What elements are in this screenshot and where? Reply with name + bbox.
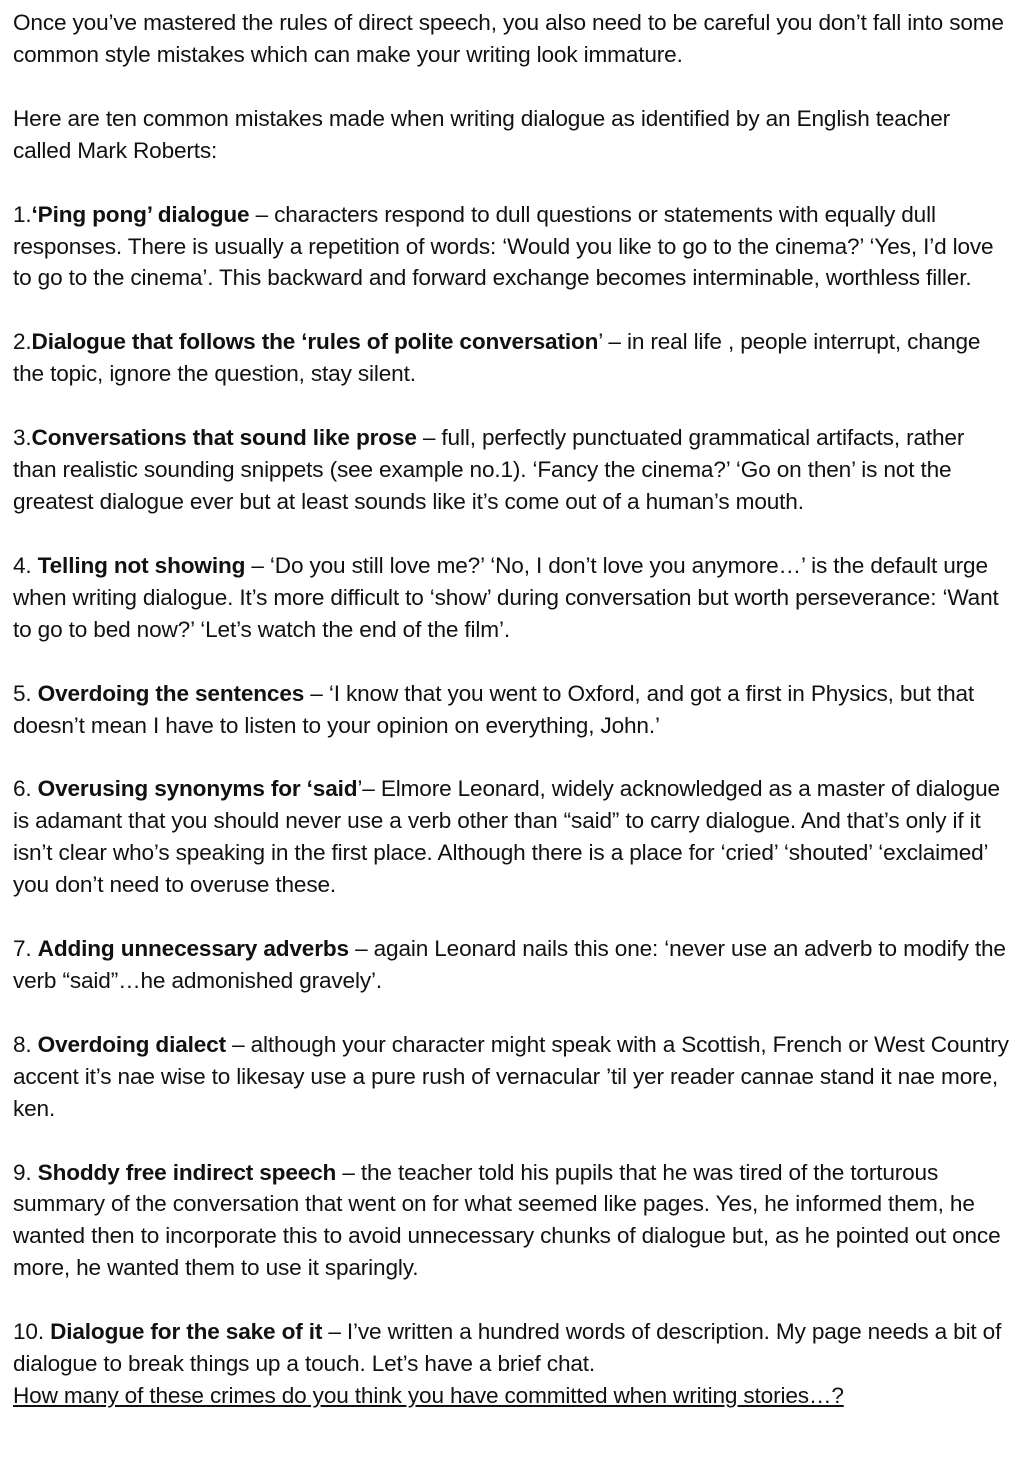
mistake-description: – again Leonard nails this one: ‘never use an adverb to modify the verb “said”…he admonished gravely’. [13,936,1006,993]
mistake-number: 6. [13,776,38,802]
mistake-number: 3. [13,425,32,451]
mistake-title: Shoddy free indirect speech [37,1159,337,1185]
mistake-title: Conversations that sound like prose [31,425,417,451]
mistake-title: Overdoing the sentences [37,680,305,706]
mistake-title: Adding unnecessary adverbs [37,936,349,962]
mistake-number: 2. [13,329,32,355]
mistake-item-4 [13,550,1010,646]
closing-question: How many of these crimes do you think you have committed when writing stories…? [13,1383,844,1408]
mistake-title: Dialogue for the sake of it [50,1319,323,1345]
mistake-item-5 [13,678,1010,742]
mistake-item-6 [13,773,1010,901]
mistake-title: Dialogue that follows the ‘rules of polite conversation [31,329,599,355]
mistake-number: 1. [13,201,32,227]
mistake-title: Overusing synonyms for ‘said [37,776,358,802]
intro-paragraph: Once you’ve mastered the rules of direct speech, you also need to be careful you don’t fall into some common style mistakes which can make your writing look immature. [13,10,1004,67]
mistake-number: 5. [13,680,38,706]
mistake-title: ‘Ping pong’ dialogue [31,201,250,227]
mistake-item-2 [13,326,1010,390]
mistake-number: 4. [13,552,38,578]
intro-list-lead: Here are ten common mistakes made when writing dialogue as identified by an English teacher called Mark Roberts: [13,105,951,163]
mistake-description: ’ – in real life , people interrupt, change the topic, ignore the question, stay silent. [13,329,981,387]
mistake-number: 10. [13,1319,51,1345]
mistake-item-8 [13,1029,1010,1125]
mistake-description: – ‘I know that you went to Oxford, and got a first in Physics, but that doesn’t mean I have to listen to your opinion on everything, John.’ [13,680,975,738]
mistake-description: ’– Elmore Leonard, widely acknowledged as a master of dialogue is adamant that you should never use a verb other than “said” to carry dialogue. And that’s only if it isn’t clear who’s speaking in the first place. Although there is a place for ‘cried’ ‘shouted’ ‘exclaimed’ you don’t need to overuse these. [13,776,1000,898]
mistake-item-1 [13,199,1010,295]
mistake-description: – although your character might speak with a Scottish, French or West Country accent it’s nae wise to likesay use a pure rush of vernacular ’til yer reader cannae stand it nae more, ken. [13,1031,1009,1121]
mistake-description: – I’ve written a hundred words of description. My page needs a bit of dialogue to break things up a touch. Let’s have a brief chat. [13,1319,1002,1377]
mistake-item-7 [13,933,1010,997]
mistake-description: – ‘Do you still love me?’ ‘No, I don’t love you anymore…’ is the default urge when writing dialogue. It’s more difficult to ‘show’ during conversation but worth perseverance: ‘Want to go to bed now?’ ‘Let’s watch the end of the film’. [13,552,999,642]
mistake-description: – the teacher told his pupils that he was tired of the torturous summary of the conversation that went on for what seemed like pages. Yes, he informed them, he wanted then to incorporate this to avoid unnecessary chunks of dialogue but, as he pointed out once more, he wanted them to use it sparingly. [13,1159,1001,1281]
mistake-item-9 [13,1157,1010,1285]
mistake-number: 9. [13,1159,38,1185]
mistake-number: 7. [13,936,38,962]
mistake-item-10 [13,1316,1010,1380]
mistake-description: – characters respond to dull questions or statements with equally dull responses. There is usually a repetition of words: ‘Would you like to go to the cinema?’ ‘Yes, I’d love to go to the cinema’. This backward and forward exchange becomes interminable, worthless filler. [13,201,994,291]
mistake-number: 8. [13,1031,38,1057]
mistake-title: Telling not showing [37,552,246,578]
mistake-title: Overdoing dialect [37,1031,226,1057]
mistake-description: – full, perfectly punctuated grammatical artifacts, rather than realistic sounding snippets (see example no.1). ‘Fancy the cinema?’ ‘Go on then’ is not the greatest dialogue ever but at least sounds like it’s come out of a human’s mouth. [13,425,965,514]
mistake-item-3 [13,422,1010,518]
